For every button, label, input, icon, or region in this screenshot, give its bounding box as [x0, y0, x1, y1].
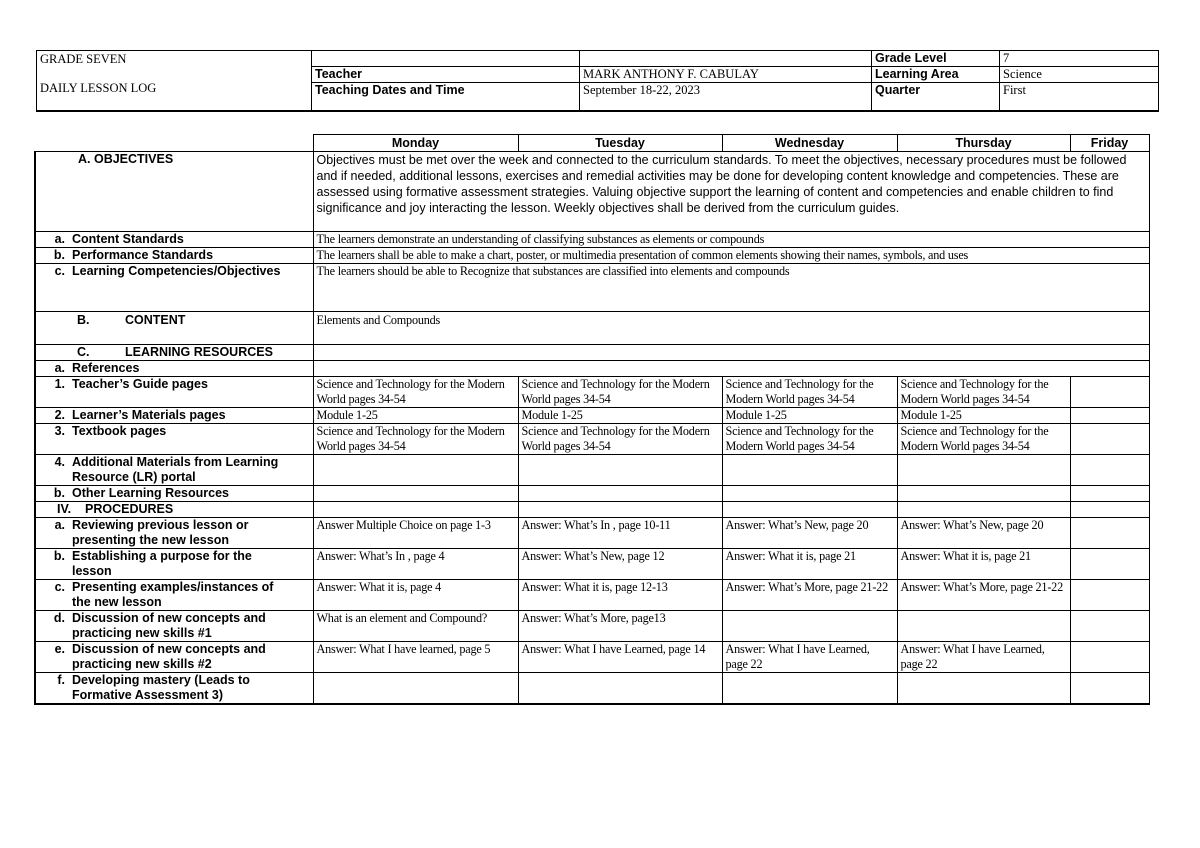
- procedure-reviewing-label: [35, 518, 313, 549]
- cell-friday: [1070, 408, 1149, 424]
- day-wednesday: Wednesday: [722, 135, 897, 152]
- cell-tuesday: [518, 455, 722, 486]
- row-label: Discussion of new concepts and practicing new skills #2: [72, 642, 266, 671]
- row-label: References: [72, 361, 140, 375]
- cell-friday: [1070, 518, 1149, 549]
- references-blank: [313, 361, 1149, 377]
- performance-standards-label: [35, 248, 313, 264]
- row-label-wrap: [72, 673, 292, 703]
- procedure-mastery-label: [35, 673, 313, 705]
- learners-materials-label: [35, 408, 313, 424]
- grade-level-value: 7: [1000, 51, 1159, 67]
- row-label: Discussion of new concepts and practicing new skills #1: [72, 611, 266, 640]
- cell-wednesday: [722, 455, 897, 486]
- cell-monday: What is an element and Compound?: [313, 611, 518, 642]
- additional-materials-label: [35, 455, 313, 486]
- performance-standards-text: The learners shall be able to make a chart, poster, or multimedia presentation of common elements showing their names, symbols, and uses: [313, 248, 1149, 264]
- corner-blank: [35, 135, 313, 152]
- quarter-label: Quarter: [872, 83, 1000, 112]
- learning-area-value: Science: [1000, 67, 1159, 83]
- dates-label: Teaching Dates and Time: [312, 83, 580, 112]
- references-label: [35, 361, 313, 377]
- content-title: CONTENT: [125, 313, 186, 327]
- cell-thursday: Answer: What I have Learned, page 22: [897, 642, 1070, 673]
- row-label: Developing mastery: [72, 673, 191, 687]
- objectives-text: Objectives must be met over the week and connected to the curriculum standards. To meet the objectives, necessary procedures must be followed and if needed, additional lessons, exercises and remedial activities may be done for developing content knowledge and competencies. These are assessed using formative assessment strategies. Valuing objective support the learning of content and competencies and enable children to find significance and joy interacting the lesson. Weekly objectives shall be derived from the curriculum guides.: [313, 152, 1149, 232]
- cell-monday: Answer: What it is, page 4: [313, 580, 518, 611]
- cell-wednesday: [722, 502, 897, 518]
- cell-thursday: Science and Technology for the Modern World pages 34-54: [897, 377, 1070, 408]
- row-label: Content Standards: [72, 232, 184, 246]
- quarter-value: First: [1000, 83, 1159, 112]
- content-label: [35, 312, 313, 345]
- row-label: Other Learning Resources: [72, 486, 229, 500]
- cell-tuesday: Module 1-25: [518, 408, 722, 424]
- row-marker: b.: [53, 486, 65, 500]
- other-resources-label: [35, 486, 313, 502]
- learning-resources-label: [35, 345, 313, 361]
- cell-tuesday: Answer: What’s New, page 12: [518, 549, 722, 580]
- cell-tuesday: [518, 486, 722, 502]
- content-standards-text: The learners demonstrate an understanding of classifying substances as elements or compounds: [313, 232, 1149, 248]
- day-tuesday: Tuesday: [518, 135, 722, 152]
- cell-tuesday: Science and Technology for the Modern World pages 34-54: [518, 377, 722, 408]
- procedure-discussion-1-label: [35, 611, 313, 642]
- cell-wednesday: Answer: What’s More, page 21-22: [722, 580, 897, 611]
- row-label: Additional Materials from Learning Resource (LR) portal: [72, 455, 279, 484]
- procedure-purpose-label: [35, 549, 313, 580]
- cell-thursday: [897, 673, 1070, 705]
- resources-title: LEARNING RESOURCES: [125, 345, 273, 359]
- row-marker: 1.: [54, 377, 65, 391]
- row-marker: f.: [57, 673, 65, 687]
- row-label: Textbook pages: [72, 424, 167, 438]
- cell-monday: Answer: What’s In , page 4: [313, 549, 518, 580]
- teachers-guide-label: [35, 377, 313, 408]
- cell-wednesday: [722, 673, 897, 705]
- procedure-presenting-label: [35, 580, 313, 611]
- cell-wednesday: Module 1-25: [722, 408, 897, 424]
- row-marker: e.: [54, 642, 65, 656]
- cell-friday: [1070, 377, 1149, 408]
- row-label: Learning Competencies/Objectives: [72, 264, 281, 278]
- cell-friday: [1070, 580, 1149, 611]
- procedures-title: PROCEDURES: [85, 502, 174, 516]
- procedure-discussion-2-label: [35, 642, 313, 673]
- cell-thursday: Answer: What’s More, page 21-22: [897, 580, 1070, 611]
- header-empty-2: [580, 51, 872, 67]
- row-label: Presenting examples/instances of the new lesson: [72, 580, 274, 609]
- cell-thursday: Answer: What it is, page 21: [897, 549, 1070, 580]
- teacher-label: Teacher: [312, 67, 580, 83]
- cell-thursday: [897, 455, 1070, 486]
- cell-wednesday: Answer: What I have Learned, page 22: [722, 642, 897, 673]
- cell-thursday: Module 1-25: [897, 408, 1070, 424]
- cell-monday: [313, 673, 518, 705]
- competencies-label: [35, 264, 313, 312]
- row-marker: b.: [53, 248, 65, 262]
- row-label-suffix: (Leads to Formative Assessment 3): [72, 673, 250, 702]
- row-marker: 3.: [54, 424, 65, 438]
- cell-tuesday: [518, 673, 722, 705]
- cell-tuesday: Answer: What’s In , page 10-11: [518, 518, 722, 549]
- row-marker: a.: [54, 361, 65, 375]
- cell-friday: [1070, 642, 1149, 673]
- day-monday: Monday: [313, 135, 518, 152]
- procedures-marker: IV.: [57, 502, 72, 516]
- row-label: Establishing a purpose for the lesson: [72, 549, 252, 578]
- cell-thursday: Answer: What’s New, page 20: [897, 518, 1070, 549]
- cell-friday: [1070, 502, 1149, 518]
- cell-monday: [313, 486, 518, 502]
- cell-friday: [1070, 486, 1149, 502]
- cell-friday: [1070, 424, 1149, 455]
- row-label: Reviewing previous lesson or presenting the new lesson: [72, 518, 249, 547]
- cell-wednesday: Science and Technology for the Modern World pages 34-54: [722, 377, 897, 408]
- cell-wednesday: Science and Technology for the Modern World pages 34-54: [722, 424, 897, 455]
- header-table: [36, 50, 1159, 112]
- row-marker: c.: [54, 580, 65, 594]
- cell-tuesday: Science and Technology for the Modern World pages 34-54: [518, 424, 722, 455]
- textbook-label: [35, 424, 313, 455]
- cell-monday: [313, 455, 518, 486]
- day-friday: Friday: [1070, 135, 1149, 152]
- cell-tuesday: Answer: What it is, page 12-13: [518, 580, 722, 611]
- grade-title: GRADE SEVEN: [40, 52, 127, 66]
- cell-friday: [1070, 611, 1149, 642]
- cell-thursday: [897, 486, 1070, 502]
- cell-thursday: [897, 502, 1070, 518]
- day-thursday: Thursday: [897, 135, 1070, 152]
- cell-tuesday: Answer: What I have Learned, page 14: [518, 642, 722, 673]
- cell-wednesday: Answer: What’s New, page 20: [722, 518, 897, 549]
- cell-thursday: [897, 611, 1070, 642]
- cell-monday: [313, 502, 518, 518]
- resources-marker: C.: [77, 345, 90, 359]
- row-marker: d.: [53, 611, 65, 625]
- cell-tuesday: [518, 502, 722, 518]
- objectives-label: A. OBJECTIVES: [35, 152, 313, 232]
- learning-area-label: Learning Area: [872, 67, 1000, 83]
- header-empty-1: [312, 51, 580, 67]
- lesson-log-table: [34, 134, 1150, 705]
- cell-monday: Answer: What I have learned, page 5: [313, 642, 518, 673]
- cell-friday: [1070, 549, 1149, 580]
- teacher-value: MARK ANTHONY F. CABULAY: [580, 67, 872, 83]
- content-standards-label: [35, 232, 313, 248]
- grade-title-cell: [37, 51, 312, 112]
- procedures-label: [35, 502, 313, 518]
- row-marker: 2.: [54, 408, 65, 422]
- row-marker: 4.: [54, 455, 65, 469]
- grade-level-label: Grade Level: [872, 51, 1000, 67]
- cell-monday: Module 1-25: [313, 408, 518, 424]
- row-marker: a.: [54, 518, 65, 532]
- row-label: Performance Standards: [72, 248, 214, 262]
- cell-monday: Answer Multiple Choice on page 1-3: [313, 518, 518, 549]
- dates-value: September 18-22, 2023: [580, 83, 872, 112]
- row-marker: a.: [54, 232, 65, 246]
- cell-wednesday: [722, 611, 897, 642]
- content-marker: B.: [77, 313, 90, 327]
- cell-wednesday: [722, 486, 897, 502]
- cell-friday: [1070, 455, 1149, 486]
- content-text: Elements and Compounds: [313, 312, 1149, 345]
- learning-resources-blank: [313, 345, 1149, 361]
- row-marker: c.: [54, 264, 65, 278]
- cell-monday: Science and Technology for the Modern World pages 34-54: [313, 424, 518, 455]
- cell-thursday: Science and Technology for the Modern World pages 34-54: [897, 424, 1070, 455]
- log-title: DAILY LESSON LOG: [40, 81, 157, 95]
- cell-monday: Science and Technology for the Modern World pages 34-54: [313, 377, 518, 408]
- row-label: Learner’s Materials pages: [72, 408, 226, 422]
- row-label: Teacher’s Guide pages: [72, 377, 208, 391]
- cell-friday: [1070, 673, 1149, 705]
- cell-wednesday: Answer: What it is, page 21: [722, 549, 897, 580]
- cell-tuesday: Answer: What’s More, page13: [518, 611, 722, 642]
- competencies-text: The learners should be able to Recognize that substances are classified into elements and compounds: [313, 264, 1149, 312]
- row-marker: b.: [53, 549, 65, 563]
